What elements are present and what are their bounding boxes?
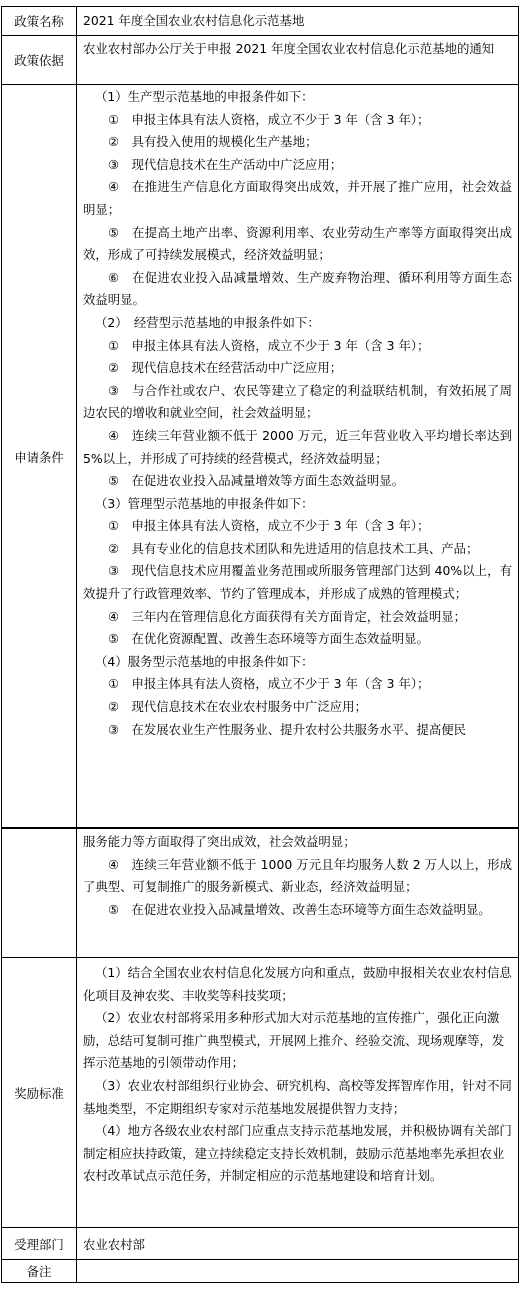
- condition-item: ⑤ 在提高土地产出率、资源利用率、农业劳动生产率等方面取得突出成效，形成了可持续发展模式，经济效益明显；: [83, 224, 512, 263]
- condition-item: ⑤ 在促进农业投入品减量增效、改善生态环境等方面生态效益明显。: [108, 901, 491, 917]
- conditions-list-continued: [83, 828, 512, 921]
- value-policy-basis: 农业农村部办公厅关于申报 2021 年度全国农业农村信息化示范基地的通知: [83, 41, 495, 56]
- condition-item: ② 现代信息技术在经营活动中广泛应用；: [108, 360, 343, 376]
- label-note: 备注: [2, 1260, 77, 1283]
- condition-item: ④ 在推进生产信息化方面取得突出成效，并开展了推广应用，社会效益明显；: [83, 179, 512, 217]
- condition-heading: （4）服务型示范基地的申报条件如下：: [95, 653, 314, 669]
- condition-item: ② 具有投入使用的规模化生产基地；: [108, 134, 318, 150]
- row-conditions-continued: [2, 828, 519, 958]
- condition-item: ⑤ 在促进农业投入品减量增效等方面生态效益明显。: [108, 473, 405, 489]
- condition-item: ⑤ 在优化资源配置、改善生态环境等方面生态效益明显。: [108, 631, 429, 647]
- condition-item: ④ 连续三年营业额不低于 2000 万元，近三年营业收入平均增长率达到 5%以上，并形成了可持续的经营模式，经济效益明显；: [83, 427, 512, 466]
- reward-item: （1）结合全国农业农村信息化发展方向和重点，鼓励申报相关农业农村信息化项目及神农奖、丰收奖等科技奖项；: [83, 965, 512, 1003]
- label-conditions: 申请条件: [2, 85, 77, 829]
- condition-heading: （2） 经营型示范基地的申报条件如下：: [95, 314, 320, 330]
- condition-item: ① 申报主体具有法人资格，成立不少于 3 年（含 3 年）；: [108, 111, 430, 127]
- row-note: [2, 1260, 519, 1283]
- value-policy-name: 2021 年度全国农业农村信息化示范基地: [83, 13, 305, 28]
- row-policy-name: [2, 7, 519, 36]
- row-conditions: [2, 85, 519, 829]
- condition-item: ③ 与合作社或农户、农民等建立了稳定的利益联结机制，有效拓展了周边农民的增收和就业空间，社会效益明显；: [83, 382, 512, 421]
- reward-item: （3）农业农村部组织行业协会、研究机构、高校等发挥智库作用，针对不同基地类型，不定期组织专家对示范基地发展提供智力支持；: [83, 1077, 512, 1116]
- label-department: 受理部门: [2, 1228, 77, 1260]
- policy-table-page-1: [1, 6, 519, 829]
- reward-list: [83, 958, 512, 1188]
- row-reward: [2, 958, 519, 1228]
- condition-item: ① 申报主体具有法人资格，成立不少于 3 年（含 3 年）；: [108, 676, 430, 692]
- condition-heading: （3）管理型示范基地的申报条件如下：: [95, 495, 314, 511]
- condition-item: ② 具有专业化的信息技术团队和先进适用的信息技术工具、产品；: [108, 540, 479, 556]
- condition-item: ④ 连续三年营业额不低于 1000 万元且年均服务人数 2 万人以上，形成了典型、可复制推广的服务新模式、新业态，经济效益明显；: [83, 856, 512, 895]
- condition-item: ② 现代信息技术在农业农村服务中广泛应用；: [108, 699, 367, 715]
- label-policy-basis: 政策依据: [2, 36, 77, 85]
- label-policy-name: 政策名称: [2, 7, 77, 36]
- reward-item: （2）农业农村部将采用多种形式加大对示范基地的宣传推广，强化正向激励，总结可复制可推广典型模式，开展网上推介、经验交流、现场观摩等，发挥示范基地的引领带动作用；: [83, 1010, 505, 1071]
- label-reward: 奖励标准: [2, 958, 77, 1228]
- conditions-list: [83, 85, 512, 741]
- reward-item: （4）地方各级农业农村部门应重点支持示范基地发展，并积极协调有关部门制定相应扶持政策，建立持续稳定支持长效机制，鼓励示范基地率先承担农业农村改革试点示范任务，并制定相应的示范基地建设和培育计划。: [83, 1123, 512, 1184]
- condition-item: ① 申报主体具有法人资格，成立不少于 3 年（含 3 年）；: [108, 337, 430, 353]
- policy-table-page-2: [1, 827, 519, 1283]
- condition-item: ⑥ 在促进农业投入品减量增效、生产废弃物治理、循环利用等方面生态效益明显。: [83, 269, 512, 308]
- condition-item: 服务能力等方面取得了突出成效，社会效益明显；: [83, 834, 356, 849]
- condition-item: ④ 三年内在管理信息化方面获得有关方面肯定，社会效益明显；: [108, 608, 467, 624]
- condition-item: ③ 在发展农业生产性服务业、提升农村公共服务水平、提高便民: [108, 721, 467, 737]
- value-department: 农业农村部: [83, 1236, 145, 1252]
- condition-item: ③ 现代信息技术应用覆盖业务范围或所服务管理部门达到 40%以上，有效提升了行政管理效率、节约了管理成本，并形成了成熟的管理模式；: [83, 563, 512, 602]
- condition-item: ① 申报主体具有法人资格，成立不少于 3 年（含 3 年）；: [108, 518, 430, 534]
- condition-heading: （1）生产型示范基地的申报条件如下：: [95, 89, 314, 104]
- condition-item: ③ 现代信息技术在生产活动中广泛应用；: [108, 156, 343, 172]
- row-department: [2, 1228, 519, 1260]
- row-policy-basis: [2, 36, 519, 85]
